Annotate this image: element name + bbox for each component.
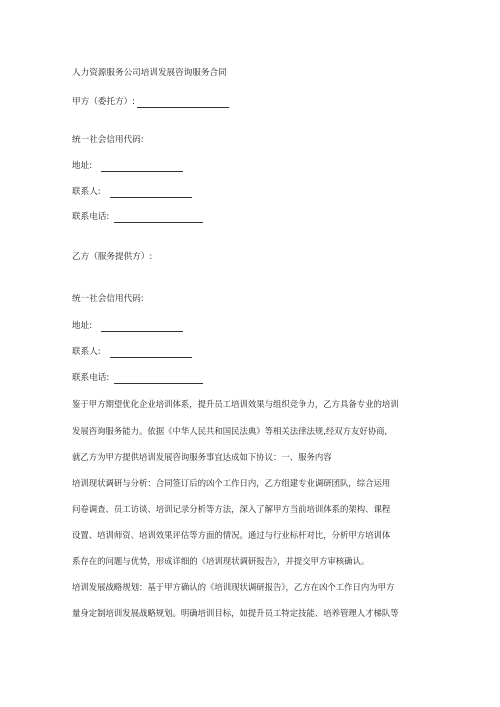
party-b-phone-blank <box>114 374 203 384</box>
section2-line: 量身定制培训发展战略规划。明确培训目标，如提升员工特定技能、培养管理人才梯队等 <box>72 608 399 618</box>
section2-line: 培训发展战略规划：基于甲方确认的《培训现状调研报告》，乙方在凶个工作日内为甲方 <box>72 582 395 592</box>
party-b-label: 乙方（服务提供方）: <box>72 252 153 262</box>
party-a-address-row <box>72 161 183 172</box>
party-a-blank <box>137 98 229 108</box>
party-b-contact-blank <box>110 348 192 358</box>
section1-line: 培训现状调研与分析：合同签订后的凶个工作日内，乙方组建专业调研团队，综合运用 <box>72 478 391 488</box>
section1-line: 问卷调查、员工访谈、培训记录分析等方法，深入了解甲方当前培训体系的架构、课程 <box>72 504 391 514</box>
party-a-phone-label: 联系电话: <box>72 212 110 222</box>
party-a-phone-row <box>72 212 203 223</box>
party-b-phone-label: 联系电话: <box>72 373 110 383</box>
party-a-address-label: 地址: <box>72 161 93 171</box>
preamble-line: 就乙方为甲方提供培训发展咨询服务事宜达成如下协议：一、服务内容 <box>72 452 332 462</box>
party-b-contact-label: 联系人: <box>72 347 101 357</box>
party-b-credit-code: 统一社会信用代码: <box>72 294 144 304</box>
party-a-label: 甲方（委托方）: <box>72 97 136 107</box>
party-a-address-blank <box>101 162 183 172</box>
document-title: 人力资源服务公司培训发展咨询服务合同 <box>72 68 227 78</box>
party-b-address-blank <box>101 322 183 332</box>
party-a-contact-blank <box>110 188 192 198</box>
party-b-phone-row <box>72 373 203 384</box>
party-a-contact-row <box>72 187 192 198</box>
party-b-address-label: 地址: <box>72 321 93 331</box>
party-a-phone-blank <box>114 213 203 223</box>
party-a-contact-label: 联系人: <box>72 187 101 197</box>
preamble-line: 鉴于甲方期望优化企业培训体系，提升员工培训效果与组织竞争力，乙方具备专业的培训 <box>72 399 399 409</box>
party-b-address-row <box>72 321 183 332</box>
party-b-contact-row <box>72 347 192 358</box>
party-a-row <box>72 97 229 108</box>
section1-line: 设置、培训师资、培训效果评估等方面的情况。通过与行业标杆对比，分析甲方培训体 <box>72 530 391 540</box>
party-a-credit-code: 统一社会信用代码: <box>72 135 144 145</box>
preamble-line: 发展咨询服务能力。依据《中华人民共和国民法典》等相关法律法规,经双方友好协商, <box>72 426 388 436</box>
section1-line: 系存在的问题与优势，形成详细的《培训现状调研报告》，并提交甲方审核确认。 <box>72 556 370 566</box>
